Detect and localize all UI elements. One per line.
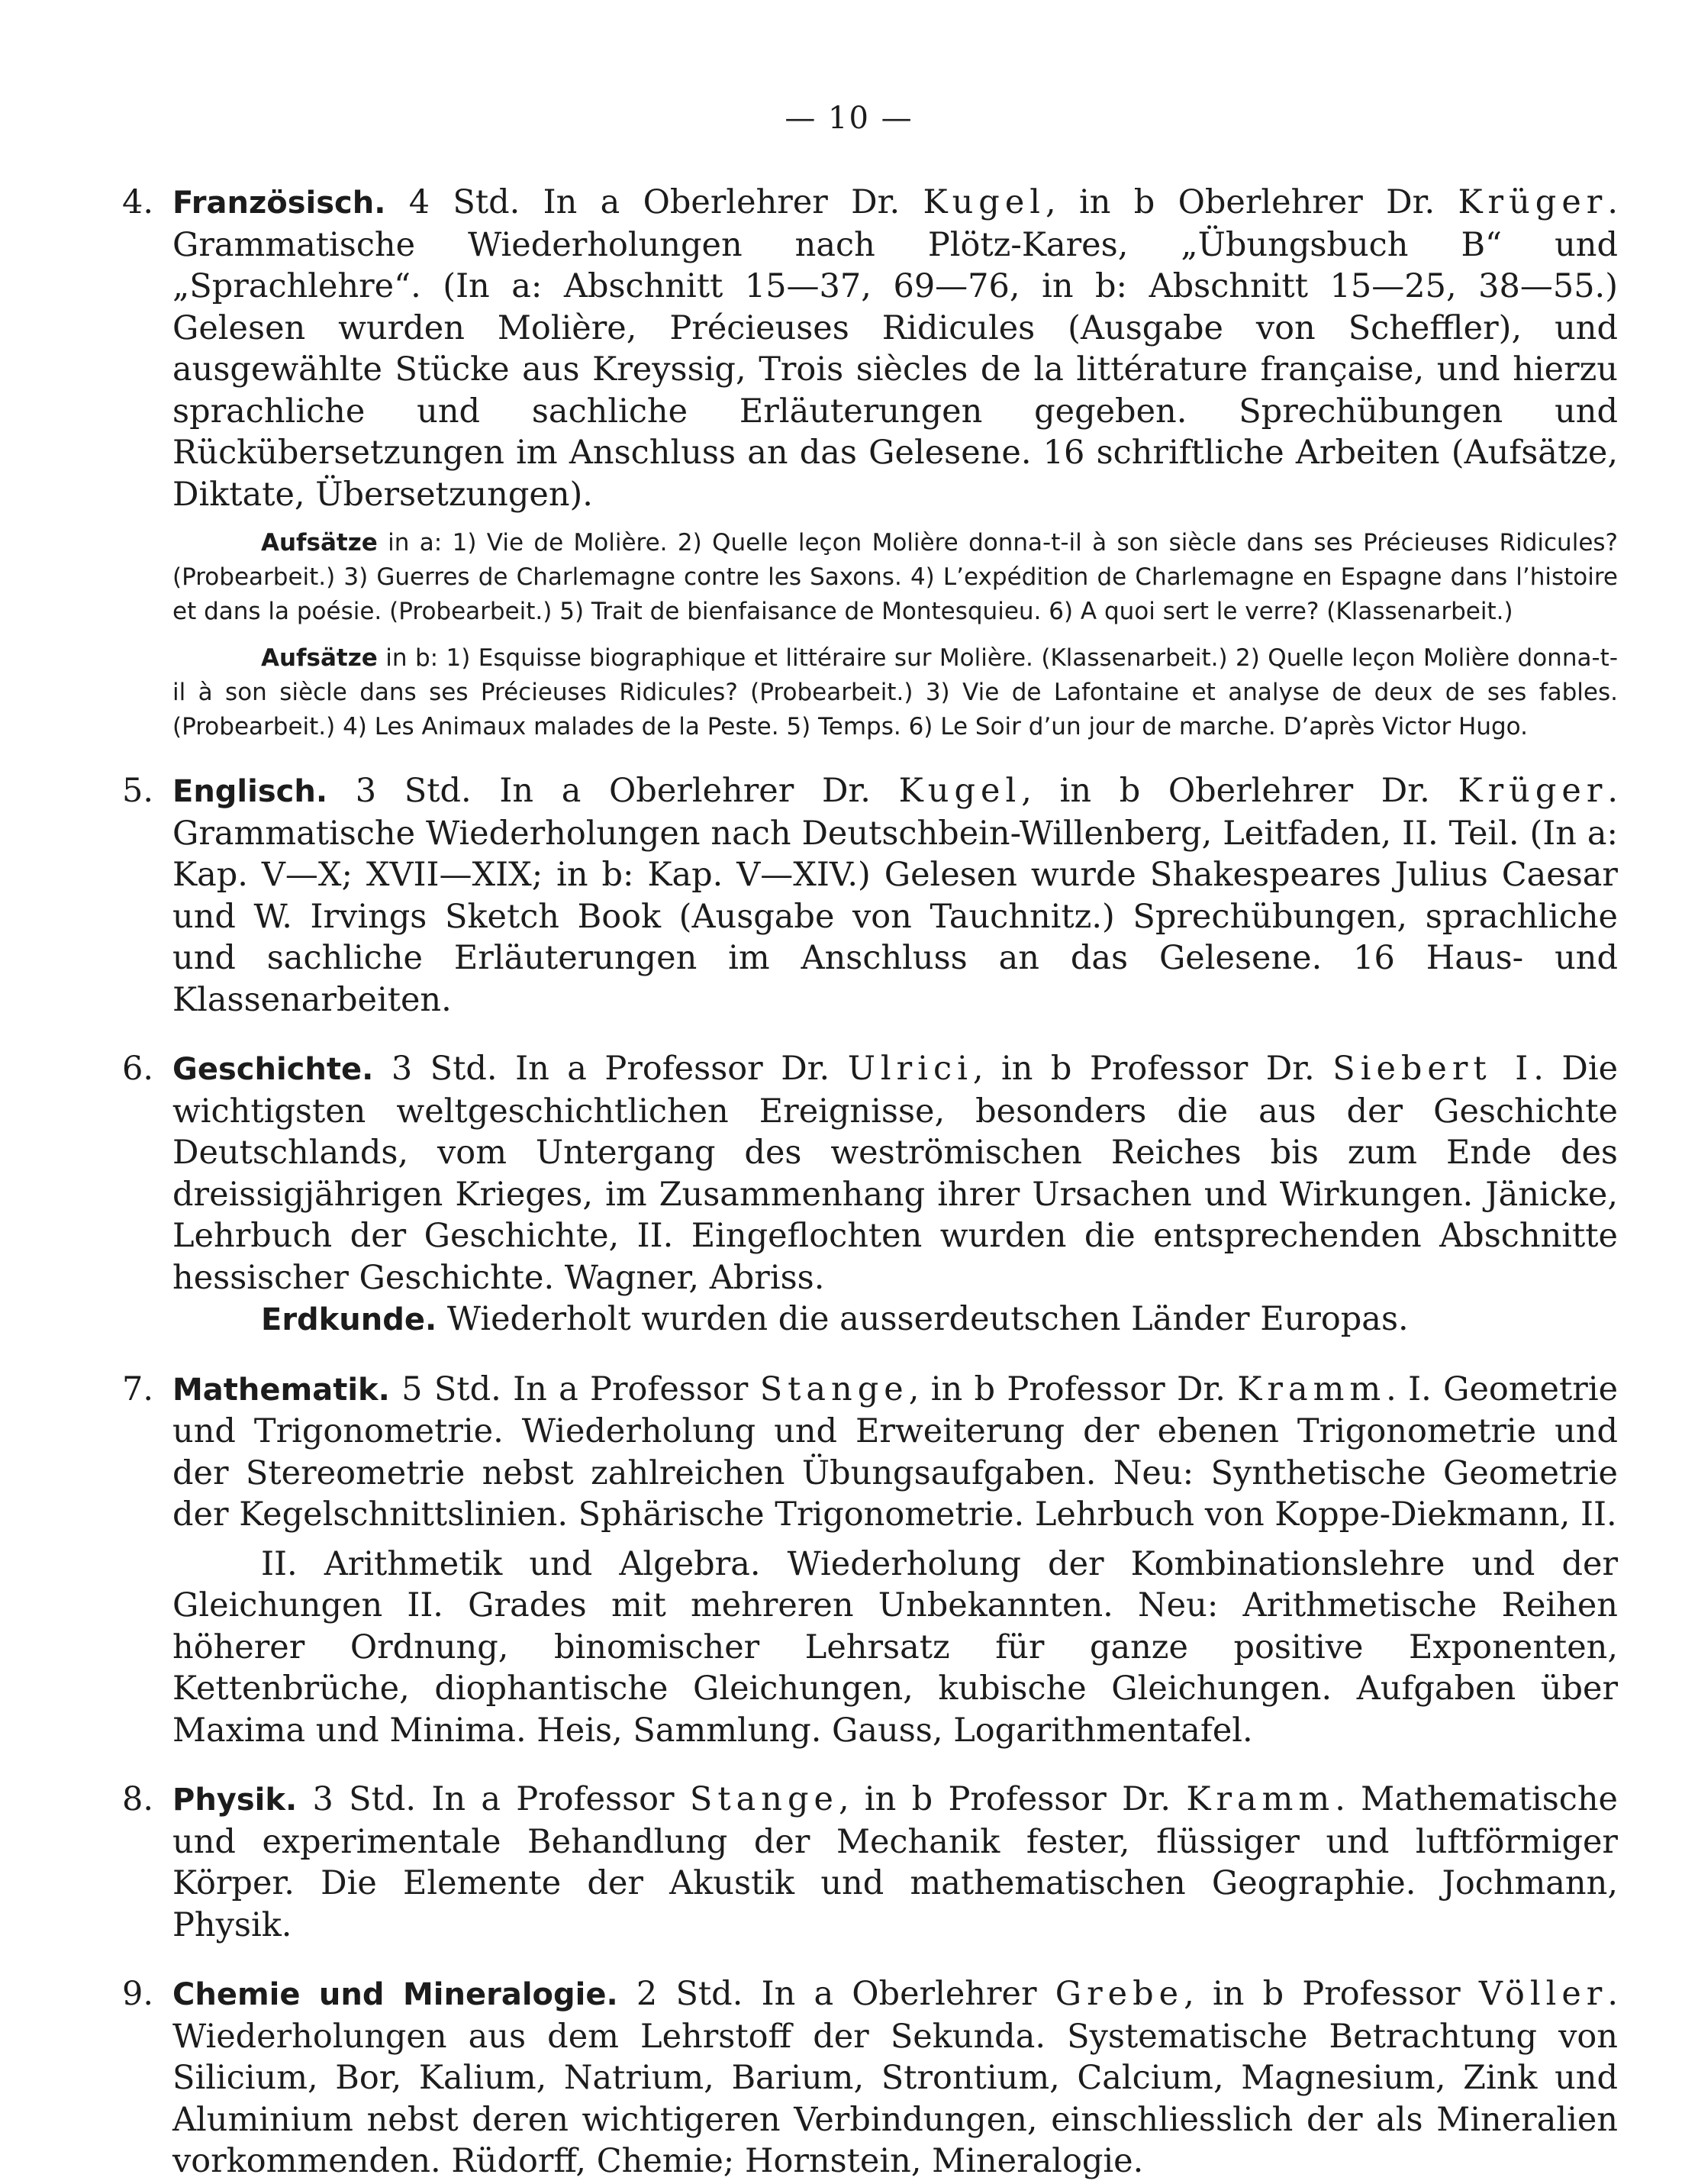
section-number: 6. [122, 1050, 154, 1088]
section-number: 9. [122, 1975, 154, 2013]
section-hours: 2 Std. [636, 1975, 743, 2013]
teacher-b-name: Kramm [1237, 1369, 1387, 1408]
essays-class-b [172, 641, 1618, 744]
page-number: — 10 — [785, 101, 913, 136]
teacher-a-prefix: In a Professor [431, 1780, 675, 1818]
section-text: . Wiederholungen aus dem Lehrstoff der Sekunda. Systematische Betrachtung von Silicium, Bor, Kalium, Natrium, Barium, Strontium, Calcium, Magnesium, Zink und Aluminium nebst deren wichtigeren Verbindungen, einschliesslich der als Mineralien vorkommenden. Rüdorff, Chemie; Hornstein, Mineralogie. [172, 1975, 1619, 2180]
section-heading: Geschichte. [172, 1052, 374, 1087]
section-heading: Englisch. [172, 774, 328, 809]
essays-list: in a: 1) Vie de Molière. 2) Quelle leçon Molière donna-t-il à son siècle dans ses Précieuses Ridicules? (Probearbeit.) 3) Guerres de Charlemagne contre les Saxons. 4) L’expédition de Charlemagne en Espagne dans l’histoire et dans la poésie. (Probearbeit.) 5) Trait de bienfaisance de Montesquieu. 6) A quoi sert le verre? (Klassenarbeit.) [172, 529, 1618, 625]
section-hours: 3 Std. [391, 1050, 498, 1088]
teacher-a-prefix: In a Oberlehrer [761, 1975, 1037, 2013]
subsection-heading: Erdkunde. [261, 1302, 437, 1337]
teacher-b-name: Völler [1478, 1975, 1608, 2013]
teacher-a-name: Stange [689, 1780, 839, 1818]
essays-label: Aufsätze [261, 644, 378, 672]
section-heading: Physik. [172, 1782, 298, 1818]
teacher-b-name: Krüger [1458, 772, 1608, 810]
section-hours: 4 Std. [408, 183, 520, 221]
section-englisch [122, 770, 1618, 1021]
section-hours: 3 Std. [355, 772, 472, 810]
teacher-b-prefix: , in b Oberlehrer Dr. [1021, 772, 1430, 810]
section-number: 4. [122, 183, 154, 221]
section-text: . Mathematische und experimentale Behandlung der Mechanik fester, flüssiger und luftförmiger Körper. Die Elemente der Akustik und mathematischen Geographie. Jochmann, Physik. [172, 1780, 1618, 1944]
section-number: 5. [122, 772, 154, 810]
arithmetik-paragraph [172, 1544, 1618, 1752]
section-text: . Grammatische Wiederholungen nach Plötz-Kares, „Übungsbuch B“ und „Sprachlehre“. (In a: Abschnitt 15—37, 69—76, in b: Abschnitt 15—25, 38—55.) Gelesen wurden Molière, Précieuses Ridicules (Ausgabe von Scheffler), und ausgewählte Stücke aus Kreyssig, Trois siècles de la littérature française, und hierzu sprachliche und sachliche Erläuterungen gegeben. Sprechübungen und Rückübersetzungen im Anschluss an das Gelesene. 16 schriftliche Arbeiten (Aufsätze, Diktate, Übersetzungen). [172, 183, 1619, 514]
teacher-b-prefix: , in b Professor Dr. [972, 1050, 1315, 1088]
teacher-a-name: Kugel [923, 183, 1046, 221]
section-geschichte [122, 1048, 1618, 1298]
teacher-b-name: Siebert I [1332, 1050, 1534, 1088]
section-heading: Mathematik. [172, 1372, 390, 1408]
teacher-a-name: Kugel [898, 772, 1022, 810]
section-chemie-mineralogie [122, 1973, 1618, 2182]
teacher-b-prefix: , in b Oberlehrer Dr. [1046, 183, 1435, 221]
section-number: 7. [122, 1369, 154, 1408]
teacher-a-name: Stange [759, 1369, 909, 1408]
teacher-a-name: Grebe [1055, 1975, 1184, 2013]
teacher-b-prefix: , in b Professor [1184, 1975, 1461, 2013]
erdkunde-paragraph [172, 1298, 1618, 1341]
teacher-b-prefix: , in b Professor Dr. [908, 1369, 1226, 1408]
section-text: . Grammatische Wiederholungen nach Deutschbein-Willenberg, Leitfaden, II. Teil. (In a: Kap. V—X; XVII—XIX; in b: Kap. V—XIV.) Gelesen wurde Shakespeares Julius Caesar und W. Irvings Sketch Book (Ausgabe von Tauchnitz.) Sprechübungen, sprachliche und sachliche Erläuterungen im Anschluss an das Gelesene. 16 Haus- und Klassenarbeiten. [172, 772, 1619, 1019]
teacher-a-name: Ulrici [847, 1050, 973, 1088]
section-hours: 3 Std. [312, 1780, 417, 1818]
teacher-a-prefix: In a Oberlehrer Dr. [499, 772, 871, 810]
section-physik [122, 1779, 1618, 1946]
teacher-a-prefix: In a Professor Dr. [515, 1050, 830, 1088]
section-heading: Chemie und Mineralogie. [172, 1977, 618, 2012]
section-franzoesisch [122, 182, 1618, 515]
essays-label: Aufsätze [261, 529, 378, 556]
teacher-b-prefix: , in b Professor Dr. [838, 1780, 1171, 1818]
teacher-b-name: Kramm [1186, 1780, 1336, 1818]
subsection-text: II. Arithmetik und Algebra. Wiederholung der Kombinationslehre und der Gleichungen II. Grades mit mehreren Unbekannten. Neu: Arithmetische Reihen höherer Ordnung, binomischer Lehrsatz für ganze positive Exponenten, Kettenbrüche, diophantische Gleichungen, kubische Gleichungen. Aufgaben über Maxima und Minima. Heis, Sammlung. Gauss, Logarithmentafel. [172, 1544, 1618, 1750]
section-text: . I. Geometrie und Trigonometrie. Wiederholung und Erweiterung der ebenen Trigonometrie und der Stereometrie nebst zahlreichen Übungsaufgaben. Neu: Synthetische Geometrie der Kegelschnittslinien. Sphärische Trigonometrie. Lehrbuch von Koppe-Diekmann, II. [172, 1369, 1619, 1534]
section-hours: 5 Std. [401, 1369, 501, 1408]
teacher-b-name: Krüger [1458, 183, 1608, 221]
essays-list: in b: 1) Esquisse biographique et littéraire sur Molière. (Klassenarbeit.) 2) Quelle leçon Molière donna-t-il à son siècle dans ses Précieuses Ridicules? (Probearbeit.) 3) Vie de Lafontaine et analyse de deux de ses fables. (Probearbeit.) 4) Les Animaux malades de la Peste. 5) Temps. 6) Le Soir d’un jour de marche. D’après Victor Hugo. [172, 644, 1618, 740]
teacher-a-prefix: In a Professor [513, 1369, 749, 1408]
section-text: . Die wichtigsten weltgeschichtlichen Ereignisse, besonders die aus der Geschichte Deutschlands, vom Untergang des weströmischen Reiches bis zum Ende des dreissigjährigen Krieges, im Zusammenhang ihrer Ursachen und Wirkungen. Jänicke, Lehrbuch der Geschichte, II. Eingeflochten wurden die entsprechenden Abschnitte hessischer Geschichte. Wagner, Abriss. [172, 1050, 1619, 1297]
subsection-text: Wiederholt wurden die ausserdeutschen Länder Europas. [437, 1300, 1409, 1338]
section-mathematik [122, 1369, 1618, 1536]
teacher-a-prefix: In a Oberlehrer Dr. [543, 183, 901, 221]
section-number: 8. [122, 1780, 154, 1818]
page-body [122, 182, 1618, 2182]
section-heading: Französisch. [172, 185, 386, 221]
essays-class-a [172, 526, 1618, 629]
